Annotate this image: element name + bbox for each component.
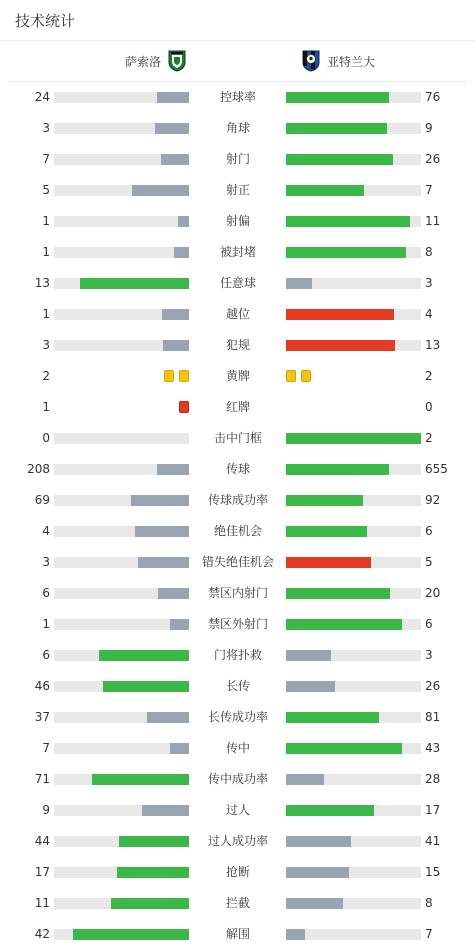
away-bar bbox=[286, 309, 421, 320]
away-value: 28 bbox=[425, 772, 441, 786]
home-bar bbox=[54, 433, 189, 444]
stat-row bbox=[0, 888, 475, 919]
home-bar-fill bbox=[178, 216, 189, 227]
section-title bbox=[0, 0, 475, 41]
away-bar-fill bbox=[286, 898, 343, 909]
stat-row bbox=[0, 516, 475, 547]
away-bar-fill bbox=[286, 495, 363, 506]
home-bar-fill bbox=[92, 774, 189, 785]
away-value: 7 bbox=[425, 183, 433, 197]
home-bar-fill bbox=[142, 805, 189, 816]
away-bar-fill bbox=[286, 929, 305, 940]
home-value: 5 bbox=[42, 183, 50, 197]
away-value: 2 bbox=[425, 431, 433, 445]
stat-row bbox=[0, 423, 475, 454]
away-value: 92 bbox=[425, 493, 441, 507]
away-bar-fill bbox=[286, 433, 421, 444]
stat-row bbox=[0, 671, 475, 702]
home-bar bbox=[54, 557, 189, 568]
away-bar bbox=[286, 712, 421, 723]
home-cards bbox=[179, 401, 189, 414]
away-value: 15 bbox=[425, 865, 441, 879]
away-bar-fill bbox=[286, 650, 331, 661]
stat-row bbox=[0, 392, 475, 423]
stat-label: 拦截 bbox=[225, 896, 250, 910]
home-value: 0 bbox=[42, 431, 50, 445]
home-bar-fill bbox=[161, 154, 189, 165]
home-value: 11 bbox=[34, 896, 50, 910]
away-bar bbox=[286, 898, 421, 909]
home-value: 1 bbox=[42, 617, 50, 631]
stat-label: 抢断 bbox=[225, 865, 250, 879]
home-bar-fill bbox=[80, 278, 189, 289]
away-value: 26 bbox=[425, 679, 441, 693]
away-bar-fill bbox=[286, 278, 312, 289]
home-value: 24 bbox=[34, 90, 50, 104]
stat-row bbox=[0, 547, 475, 578]
away-value: 26 bbox=[425, 152, 441, 166]
away-bar-fill bbox=[286, 92, 389, 103]
home-value: 17 bbox=[34, 865, 50, 879]
away-value: 17 bbox=[425, 803, 441, 817]
page-title: 技术统计 bbox=[15, 11, 76, 30]
home-bar bbox=[54, 247, 189, 258]
away-bar bbox=[286, 154, 421, 165]
stat-row bbox=[0, 919, 475, 950]
home-bar-fill bbox=[170, 743, 189, 754]
away-bar bbox=[286, 805, 421, 816]
away-value: 20 bbox=[425, 586, 441, 600]
stat-row bbox=[0, 485, 475, 516]
stat-row bbox=[0, 299, 475, 330]
stat-row bbox=[0, 175, 475, 206]
stat-label: 犯规 bbox=[225, 338, 250, 352]
away-value: 655 bbox=[425, 462, 448, 476]
home-value: 6 bbox=[42, 586, 50, 600]
stat-row bbox=[0, 330, 475, 361]
home-bar-fill bbox=[103, 681, 189, 692]
stat-label: 过人成功率 bbox=[207, 834, 268, 848]
home-bar bbox=[54, 712, 189, 723]
away-bar-fill bbox=[286, 340, 395, 351]
home-bar-fill bbox=[99, 650, 189, 661]
stat-label: 任意球 bbox=[219, 276, 256, 290]
away-value: 2 bbox=[425, 369, 433, 383]
stat-row bbox=[0, 144, 475, 175]
home-value: 7 bbox=[42, 741, 50, 755]
home-bar-fill bbox=[158, 588, 189, 599]
away-bar-fill bbox=[286, 774, 324, 785]
home-value: 1 bbox=[42, 307, 50, 321]
away-bar bbox=[286, 185, 421, 196]
stat-label: 绝佳机会 bbox=[213, 524, 262, 538]
home-bar-fill bbox=[155, 123, 189, 134]
home-value: 3 bbox=[42, 555, 50, 569]
yellow-card-icon bbox=[179, 370, 189, 382]
away-bar-fill bbox=[286, 154, 393, 165]
stat-row bbox=[0, 113, 475, 144]
red-card-icon bbox=[179, 401, 189, 413]
away-bar-fill bbox=[286, 123, 387, 134]
home-bar bbox=[54, 464, 189, 475]
away-bar bbox=[286, 526, 421, 537]
home-bar bbox=[54, 216, 189, 227]
away-bar-fill bbox=[286, 185, 364, 196]
stat-row bbox=[0, 82, 475, 113]
home-bar bbox=[54, 805, 189, 816]
stat-row bbox=[0, 702, 475, 733]
away-bar bbox=[286, 495, 421, 506]
away-bar-fill bbox=[286, 867, 349, 878]
home-value: 1 bbox=[42, 400, 50, 414]
home-bar-fill bbox=[157, 92, 189, 103]
away-bar bbox=[286, 247, 421, 258]
home-bar bbox=[54, 495, 189, 506]
home-bar bbox=[54, 92, 189, 103]
home-bar bbox=[54, 867, 189, 878]
stat-label: 禁区内射门 bbox=[207, 586, 268, 600]
home-value: 71 bbox=[34, 772, 50, 786]
away-value: 9 bbox=[425, 121, 433, 135]
away-bar bbox=[286, 681, 421, 692]
yellow-card-icon bbox=[164, 370, 174, 382]
home-bar bbox=[54, 185, 189, 196]
away-value: 6 bbox=[425, 617, 433, 631]
away-value: 43 bbox=[425, 741, 441, 755]
away-bar-fill bbox=[286, 619, 402, 630]
away-cards bbox=[286, 370, 311, 383]
home-bar bbox=[54, 309, 189, 320]
away-bar-fill bbox=[286, 805, 374, 816]
away-bar bbox=[286, 867, 421, 878]
away-bar bbox=[286, 340, 421, 351]
away-bar bbox=[286, 588, 421, 599]
away-bar bbox=[286, 619, 421, 630]
home-bar bbox=[54, 743, 189, 754]
away-value: 8 bbox=[425, 896, 433, 910]
away-team-logo bbox=[301, 50, 321, 72]
home-team[interactable] bbox=[125, 41, 193, 81]
home-bar bbox=[54, 898, 189, 909]
stat-row bbox=[0, 640, 475, 671]
home-value: 1 bbox=[42, 214, 50, 228]
away-bar-fill bbox=[286, 247, 406, 258]
teams-header bbox=[8, 41, 467, 82]
stat-label: 角球 bbox=[225, 121, 250, 135]
stat-label: 黄牌 bbox=[225, 369, 250, 383]
away-value: 5 bbox=[425, 555, 433, 569]
home-value: 69 bbox=[34, 493, 50, 507]
away-bar-fill bbox=[286, 557, 371, 568]
stat-row bbox=[0, 454, 475, 485]
home-bar-fill bbox=[119, 836, 189, 847]
stat-label: 红牌 bbox=[225, 400, 250, 414]
away-bar-fill bbox=[286, 743, 402, 754]
home-bar-fill bbox=[170, 619, 189, 630]
home-value: 1 bbox=[42, 245, 50, 259]
yellow-card-icon bbox=[301, 370, 311, 382]
stat-row bbox=[0, 361, 475, 392]
home-value: 208 bbox=[27, 462, 50, 476]
stat-label: 击中门框 bbox=[213, 431, 262, 445]
away-bar-fill bbox=[286, 712, 379, 723]
away-bar bbox=[286, 433, 421, 444]
home-bar bbox=[54, 929, 189, 940]
away-bar bbox=[286, 836, 421, 847]
home-team-name: 萨索洛 bbox=[125, 54, 162, 69]
stat-label: 错失绝佳机会 bbox=[201, 555, 274, 569]
home-bar-fill bbox=[111, 898, 189, 909]
home-value: 37 bbox=[34, 710, 50, 724]
away-bar-fill bbox=[286, 526, 367, 537]
stat-label: 控球率 bbox=[219, 90, 256, 104]
away-bar-fill bbox=[286, 464, 389, 475]
stat-row bbox=[0, 578, 475, 609]
away-bar-fill bbox=[286, 836, 351, 847]
home-bar-fill bbox=[163, 340, 189, 351]
home-bar-fill bbox=[174, 247, 189, 258]
away-value: 3 bbox=[425, 276, 433, 290]
home-bar-fill bbox=[135, 526, 189, 537]
stat-label: 射门 bbox=[225, 152, 250, 166]
stat-row bbox=[0, 237, 475, 268]
away-value: 6 bbox=[425, 524, 433, 538]
stat-label: 长传 bbox=[225, 679, 250, 693]
stat-row bbox=[0, 268, 475, 299]
away-value: 3 bbox=[425, 648, 433, 662]
home-bar bbox=[54, 340, 189, 351]
away-value: 7 bbox=[425, 927, 433, 941]
away-bar bbox=[286, 650, 421, 661]
home-bar bbox=[54, 278, 189, 289]
stat-label: 被封堵 bbox=[219, 245, 256, 259]
stat-row bbox=[0, 609, 475, 640]
away-bar bbox=[286, 278, 421, 289]
away-bar bbox=[286, 557, 421, 568]
stat-label: 射正 bbox=[225, 183, 250, 197]
away-bar bbox=[286, 464, 421, 475]
home-value: 46 bbox=[34, 679, 50, 693]
home-value: 3 bbox=[42, 121, 50, 135]
home-value: 44 bbox=[34, 834, 50, 848]
away-bar-fill bbox=[286, 681, 335, 692]
stat-label: 传中成功率 bbox=[207, 772, 268, 786]
away-bar bbox=[286, 929, 421, 940]
away-value: 41 bbox=[425, 834, 441, 848]
home-bar bbox=[54, 619, 189, 630]
home-value: 13 bbox=[34, 276, 50, 290]
stat-label: 长传成功率 bbox=[207, 710, 268, 724]
stat-label: 门将扑救 bbox=[213, 648, 262, 662]
away-bar bbox=[286, 743, 421, 754]
home-cards bbox=[164, 370, 189, 383]
away-value: 0 bbox=[425, 400, 433, 414]
stats-list bbox=[0, 82, 475, 950]
away-value: 81 bbox=[425, 710, 441, 724]
home-bar-fill bbox=[73, 929, 189, 940]
home-value: 2 bbox=[42, 369, 50, 383]
home-bar bbox=[54, 774, 189, 785]
home-bar-fill bbox=[131, 495, 189, 506]
away-bar-fill bbox=[286, 309, 394, 320]
stat-label: 过人 bbox=[225, 803, 250, 817]
stat-label: 射偏 bbox=[225, 214, 250, 228]
away-bar bbox=[286, 216, 421, 227]
home-bar-fill bbox=[147, 712, 189, 723]
away-value: 13 bbox=[425, 338, 441, 352]
home-value: 42 bbox=[34, 927, 50, 941]
home-bar bbox=[54, 154, 189, 165]
stat-row bbox=[0, 764, 475, 795]
away-bar bbox=[286, 123, 421, 134]
stat-label: 传球成功率 bbox=[207, 493, 268, 507]
home-bar bbox=[54, 123, 189, 134]
stat-row bbox=[0, 206, 475, 237]
home-value: 4 bbox=[42, 524, 50, 538]
stat-label: 禁区外射门 bbox=[207, 617, 268, 631]
home-bar-fill bbox=[117, 867, 189, 878]
away-bar bbox=[286, 774, 421, 785]
away-bar-fill bbox=[286, 588, 390, 599]
stat-row bbox=[0, 826, 475, 857]
yellow-card-icon bbox=[286, 370, 296, 382]
away-value: 76 bbox=[425, 90, 441, 104]
away-value: 4 bbox=[425, 307, 433, 321]
home-bar bbox=[54, 681, 189, 692]
away-team-name: 亚特兰大 bbox=[327, 54, 376, 69]
home-bar-fill bbox=[132, 185, 189, 196]
home-bar-fill bbox=[162, 309, 189, 320]
home-value: 7 bbox=[42, 152, 50, 166]
home-value: 9 bbox=[42, 803, 50, 817]
home-bar bbox=[54, 836, 189, 847]
home-bar-fill bbox=[138, 557, 189, 568]
home-value: 3 bbox=[42, 338, 50, 352]
stat-row bbox=[0, 857, 475, 888]
home-bar bbox=[54, 526, 189, 537]
away-value: 8 bbox=[425, 245, 433, 259]
away-bar-fill bbox=[286, 216, 410, 227]
stat-label: 传中 bbox=[225, 741, 250, 755]
stat-label: 越位 bbox=[225, 307, 250, 321]
away-value: 11 bbox=[425, 214, 441, 228]
away-bar bbox=[286, 92, 421, 103]
home-bar bbox=[54, 588, 189, 599]
home-value: 6 bbox=[42, 648, 50, 662]
away-team[interactable] bbox=[295, 41, 375, 81]
stat-row bbox=[0, 733, 475, 764]
home-bar-fill bbox=[157, 464, 189, 475]
stat-label: 传球 bbox=[225, 462, 250, 476]
home-team-logo bbox=[167, 50, 187, 72]
stat-label: 解围 bbox=[225, 927, 250, 941]
stat-row bbox=[0, 795, 475, 826]
home-bar bbox=[54, 650, 189, 661]
